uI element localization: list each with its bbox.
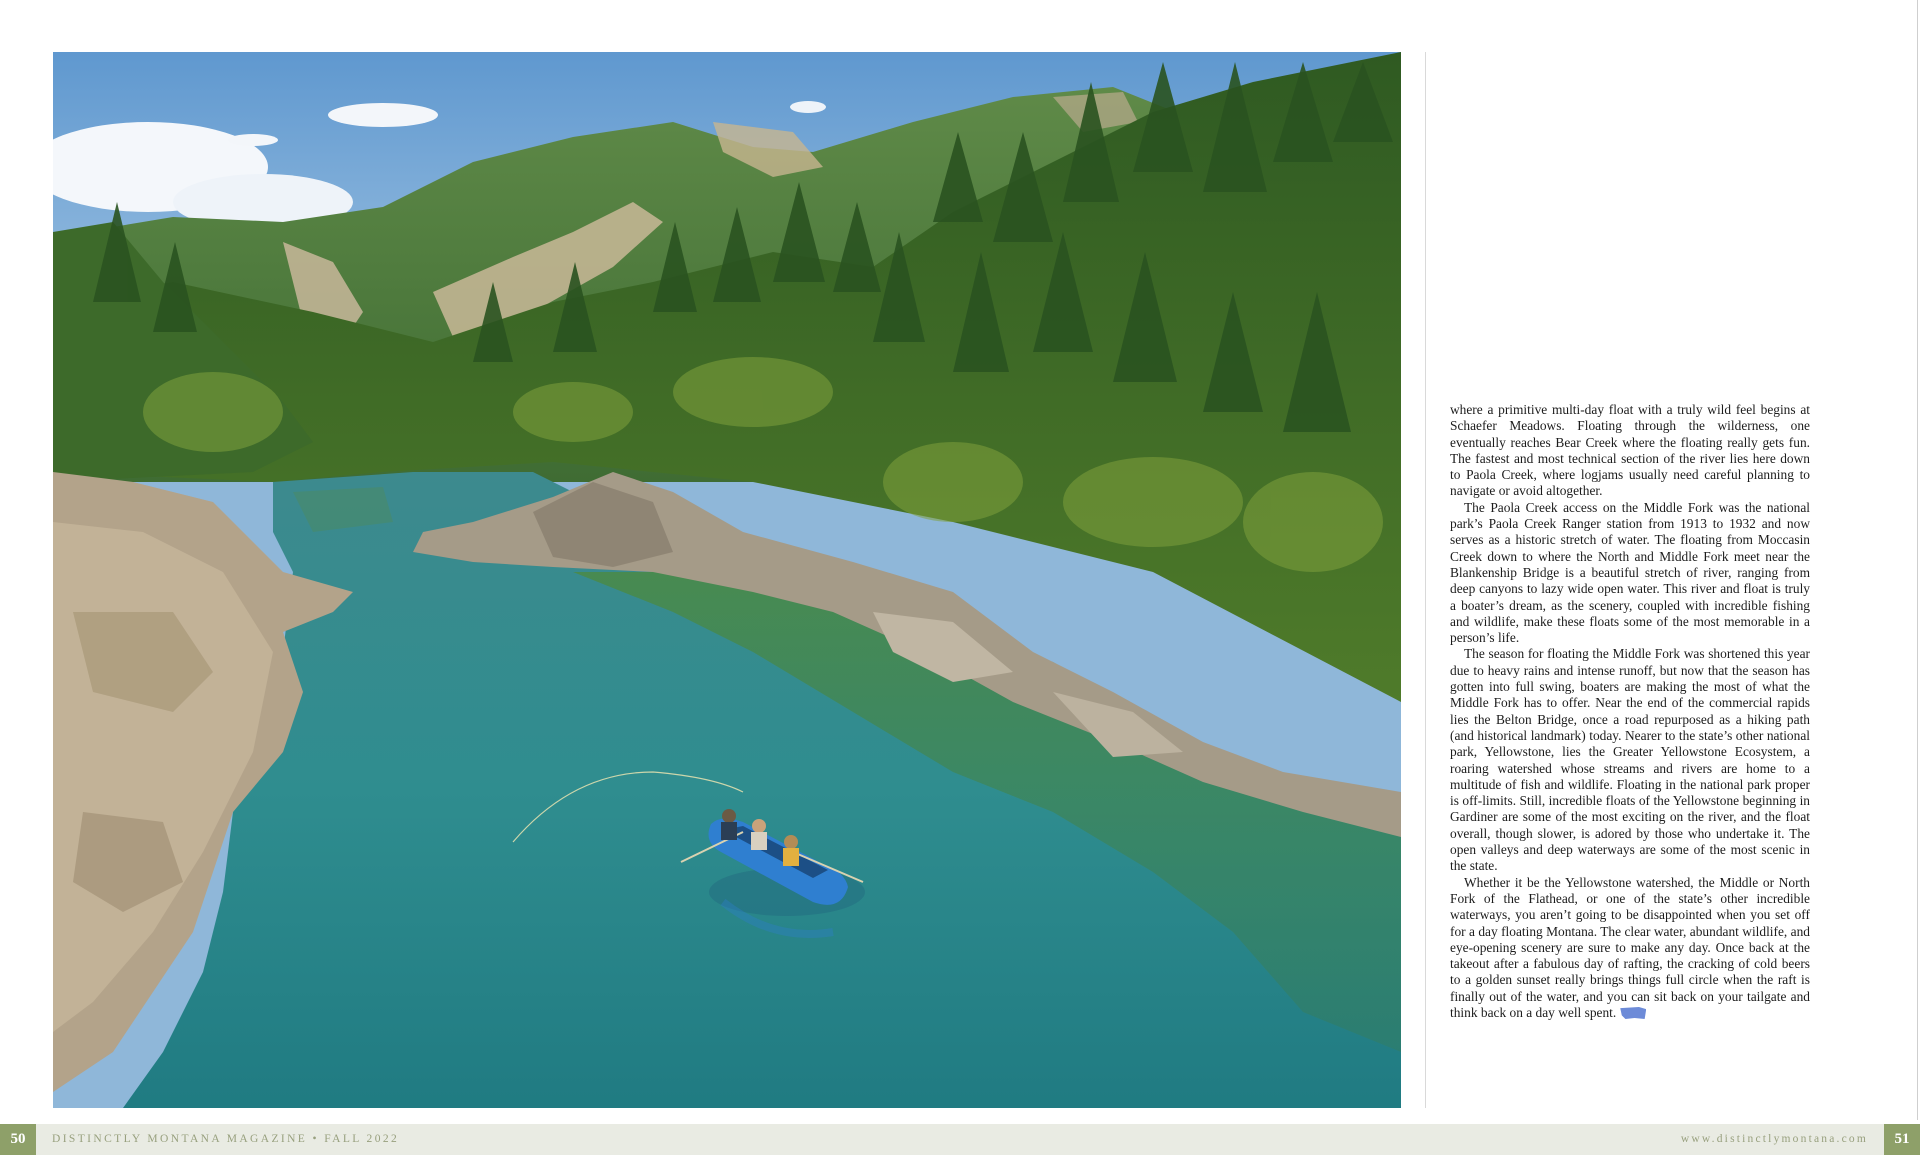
river-rafting-photo	[53, 52, 1401, 1108]
left-page-number: 50	[0, 1124, 36, 1155]
page-edge	[1917, 0, 1918, 1120]
article-body	[1450, 402, 1810, 1021]
footer-bar	[0, 1124, 1920, 1155]
right-page-number: 51	[1884, 1124, 1920, 1155]
running-head: DISTINCTLY MONTANA MAGAZINE • FALL 2022	[52, 1133, 400, 1145]
column-rule	[1425, 52, 1426, 1108]
website-url: www.distinctlymontana.com	[1680, 1133, 1868, 1145]
article-paragraph: The season for floating the Middle Fork was shortened this year due to heavy rains and intense runoff, but now that the season has gotten into full swing, boaters are making the most of what the Middle Fork has to offer. Near the end of the commercial rapids lies the Belton Bridge, once a road repurposed as a hiking path (and historical landmark) today. Nearer to the state’s other national park, Yellowstone, lies the Greater Yellowstone Ecosystem, a roaring watershed whose streams and rivers are home to a multitude of fish and wildlife. Floating in the national park proper is off-limits. Still, incredible floats of the Yellowstone beginning in Gardiner are some of the most exciting on the river, and the float overall, though slower, is adored by those who undertake it. The open valleys and deep waterways are some of the most scenic in the state.	[1450, 646, 1810, 874]
photo-illustration	[53, 52, 1401, 1108]
article-paragraph: The Paola Creek access on the Middle Fork was the national park’s Paola Creek Ranger station from 1913 to 1932 and now serves as a historic stretch of water. The floating from Moccasin Creek down to where the North and Middle Fork meet near the Blankenship Bridge is a beautiful stretch of river, ranging from deep canyons to lazy wide open water. This river and float is truly a boater’s dream, as the scenery, coupled with incredible fishing and wildlife, make these floats some of the most memorable in a person’s life.	[1450, 499, 1810, 646]
article-paragraph-text: Whether it be the Yellowstone watershed, the Middle or North Fork of the Flathead, or one of the state’s other incredible waterways, you aren’t going to be disappointed when you set off for a day floating Montana. The clear water, abundant wildlife, and eye-opening scenery are sure to make any day. Once back at the takeout after a fabulous day of rafting, the cracking of cold beers to a golden sunset really brings things full circle when the raft is finally out of the water, and you can sit back on your tailgate and think back on a day well spent.	[1450, 874, 1810, 1020]
montana-state-icon	[1620, 1007, 1646, 1019]
article-paragraph-last	[1450, 875, 1810, 1022]
article-paragraph: where a primitive multi-day float with a truly wild feel begins at Schaefer Meadows. Floating through the wilderness, one eventually reaches Bear Creek where the floating really gets fun. The fastest and most technical section of the river lies here down to Paola Creek, where logjams usually need careful planning to navigate or avoid altogether.	[1450, 402, 1810, 499]
